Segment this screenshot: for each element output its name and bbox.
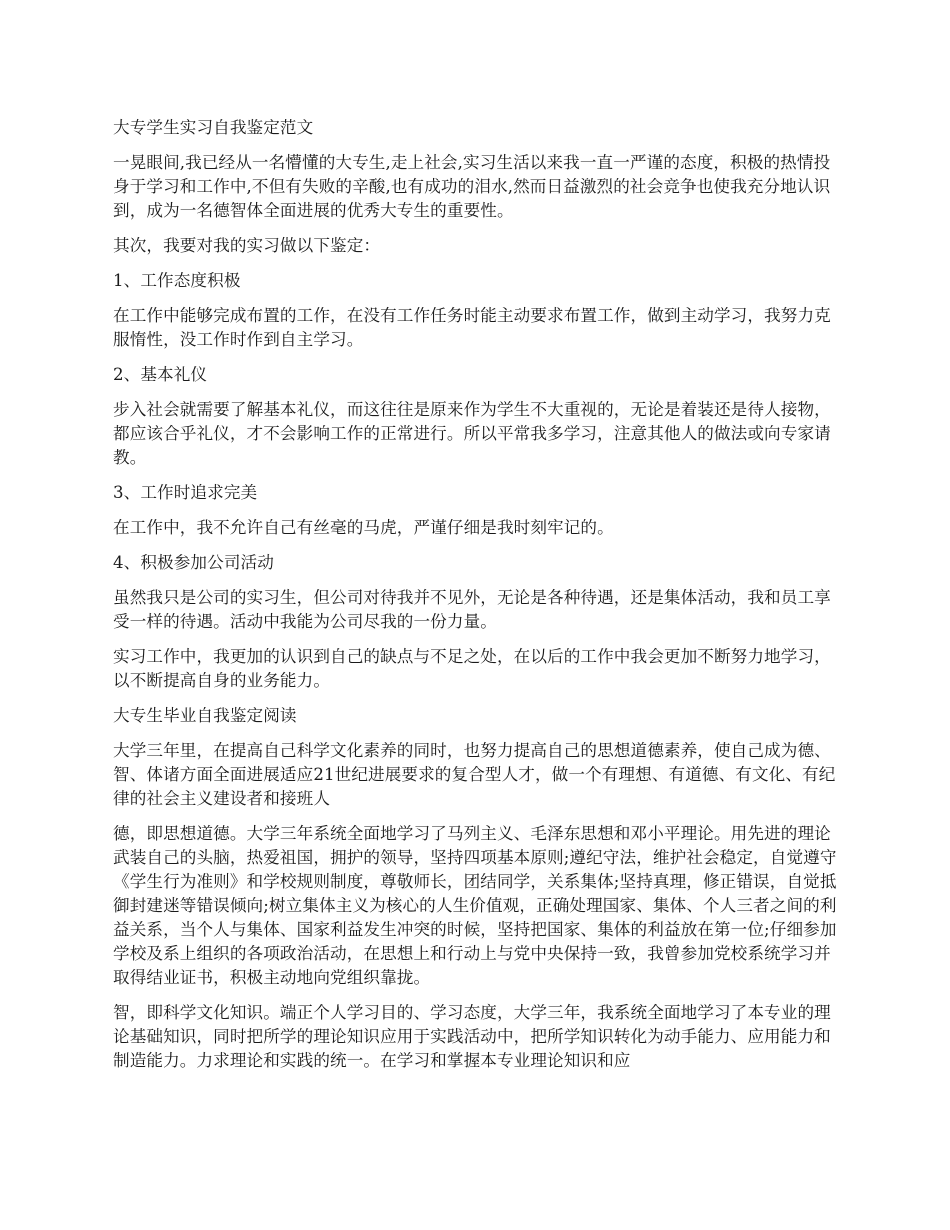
section-heading-4: 4、积极参加公司活动 [113, 553, 274, 572]
paragraph-section-1: 在工作中能够完成布置的工作，在没有工作任务时能主动要求布置工作，做到主动学习，我努力克服惰性，没工作时作到自主学习。 [113, 306, 831, 349]
paragraph-conclusion: 实习工作中，我更加的认识到自己的缺点与不足之处，在以后的工作中我会更加不断努力地学习，以不断提高自身的业务能力。 [113, 647, 831, 690]
paragraph-section-2: 步入社会就需要了解基本礼仪，而这往往是原来作为学生不大重视的，无论是着装还是待人接物，都应该合乎礼仪，才不会影响工作的正常进行。所以平常我多学习，注意其他人的做法或向专家请教。 [113, 400, 831, 467]
document-title: 大专学生实习自我鉴定范文 [113, 118, 314, 137]
section-heading-3: 3、工作时追求完美 [113, 483, 258, 502]
paragraph-summary-lead: 其次，我要对我的实习做以下鉴定： [113, 236, 381, 255]
document-page [113, 116, 843, 1084]
paragraph-morality: 德，即思想道德。大学三年系统全面地学习了马列主义、毛泽东思想和邓小平理论。用先进的理论武装自己的头脑，热爱祖国，拥护的领导，坚持四项基本原则;遵纪守法，维护社会稳定，自觉遵守《学生行为准则》和学校规则制度，尊敬师长，团结同学，关系集体;坚持真理，修正错误，自觉抵御封建迷等错误倾向;树立集体主义为核心的人生价值观，正确处理国家、集体、个人三者之间的利益关系，当个人与集体、国家利益发生冲突的时候，坚持把国家、集体的利益放在第一位;仔细参加学校及系上组织的各项政治活动，在思想上和行动上与党中央保持一致，我曾参加党校系统学习并取得结业证书，积极主动地向党组织靠拢。 [113, 824, 837, 987]
section-heading-1: 1、工作态度积极 [113, 271, 241, 290]
section-heading-2: 2、基本礼仪 [113, 365, 208, 384]
paragraph-knowledge: 智，即科学文化知识。端正个人学习目的、学习态度，大学三年，我系统全面地学习了本专业的理论基础知识，同时把所学的理论知识应用于实践活动中，把所学知识转化为动手能力、应用能力和制造能力。力求理论和实践的统一。在学习和掌握本专业理论知识和应 [113, 1003, 831, 1070]
paragraph-section-3: 在工作中，我不允许自己有丝毫的马虎，严谨仔细是我时刻牢记的。 [113, 518, 614, 537]
paragraph-overview: 大学三年里，在提高自己科学文化素养的同时，也努力提高自己的思想道德素养，使自己成为德、智、体诸方面全面进展适应21世纪进展要求的复合型人才，做一个有理想、有道德、有文化、有纪律的社会主义建设者和接班人 [113, 741, 836, 808]
paragraph-intro: 一晃眼间,我已经从一名懵懂的大专生,走上社会,实习生活以来我一直一严谨的态度，积极的热情投身于学习和工作中,不但有失败的辛酸,也有成功的泪水,然而日益激烈的社会竞争也使我充分地认识到，成为一名德智体全面进展的优秀大专生的重要性。 [113, 153, 831, 220]
paragraph-section-4: 虽然我只是公司的实习生，但公司对待我并不见外，无论是各种待遇，还是集体活动，我和员工享受一样的待遇。活动中我能为公司尽我的一份力量。 [113, 588, 831, 631]
section-title-2: 大专生毕业自我鉴定阅读 [113, 706, 297, 725]
